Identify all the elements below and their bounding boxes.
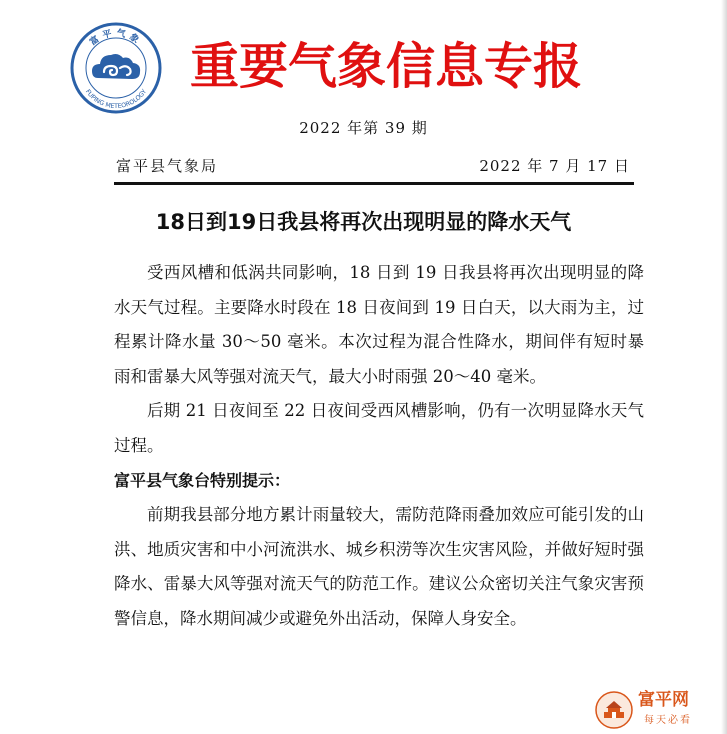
svg-text:FUPING METEOROLOGY: FUPING METEOROLOGY — [83, 88, 149, 111]
logo-emblem-icon — [70, 22, 162, 114]
watermark-slogan: 每天必看 — [644, 715, 692, 726]
tips-heading: 富平县气象台特别提示： — [114, 470, 291, 490]
watermark-site-name: 富平网 — [638, 690, 689, 710]
paragraph-forecast: 受西风槽和低涡共同影响，18 日到 19 日我县将再次出现明显的降水天气过程。主要降水时段在 18 日夜间到 19 日白天，以大雨为主，过程累计降水量 30～50 毫米。本次过程为混合性降水，期间伴有短时暴雨和雷暴大风等强对流天气，最大小时雨强 20～40 毫米。 — [114, 263, 644, 386]
watermark-building-icon — [594, 690, 634, 730]
paragraph-advice: 前期我县部分地方累计雨量较大，需防范降雨叠加效应可能引发的山洪、地质灾害和中小河流洪水、城乡积涝等次生灾害风险，并做好短时强降水、雷暴大风等强对流天气的防范工作。建议公众密切关注气象灾害预警信息，降水期间减少或避免外出活动，保障人身安全。 — [114, 505, 644, 628]
meteorology-logo — [70, 22, 162, 114]
svg-text:富平气象: 富平气象 — [88, 28, 144, 48]
page-edge-shadow — [721, 0, 727, 734]
article-title: 18日到19日我县将再次出现明显的降水天气 — [155, 210, 572, 234]
article-body — [114, 256, 644, 637]
paragraph-outlook: 后期 21 日夜间至 22 日夜间受西风槽影响，仍有一次明显降水天气过程。 — [114, 401, 644, 455]
site-watermark — [594, 690, 724, 730]
meta-row — [116, 155, 630, 179]
issuing-office: 富平县气象局 — [116, 157, 219, 175]
issue-date: 2022 年 7 月 17 日 — [479, 157, 630, 175]
header-divider — [114, 182, 634, 185]
report-headline: 重要气象信息专报 — [190, 38, 583, 95]
issue-number: 2022 年第 39 期 — [299, 119, 428, 137]
